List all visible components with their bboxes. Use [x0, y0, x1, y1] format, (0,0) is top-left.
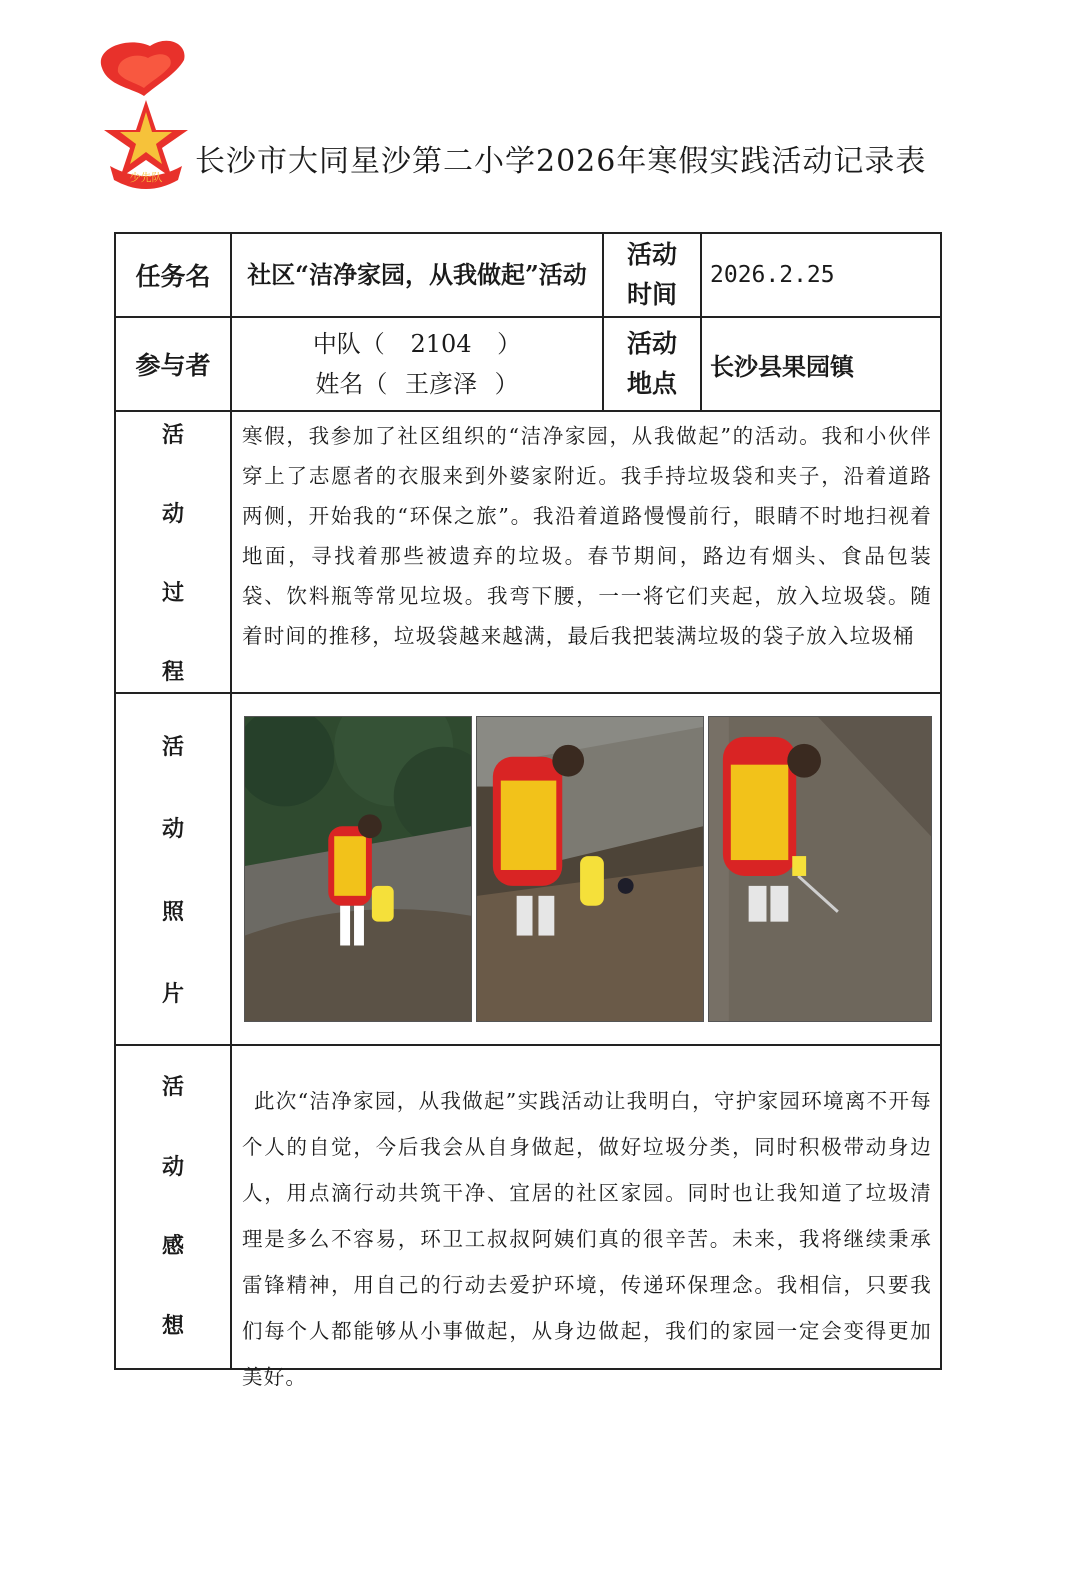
- activity-photo-2: [476, 716, 704, 1022]
- reflection-label-char-1: 活: [161, 1074, 184, 1100]
- reflection-label-char-3: 感: [161, 1233, 184, 1260]
- process-label-char-3: 过: [161, 580, 184, 606]
- time-value: 2026.2.25: [710, 262, 835, 288]
- process-label-char-2: 动: [161, 501, 184, 527]
- process-label-char-1: 活: [161, 422, 184, 448]
- process-label-char-4: 程: [161, 659, 184, 685]
- squad-label: 中队（: [312, 330, 385, 358]
- young-pioneers-emblem-icon: [88, 38, 204, 194]
- reflection-label-char-2: 动: [161, 1153, 184, 1180]
- squad-line: [313, 324, 521, 364]
- activity-photo-3: [708, 716, 932, 1022]
- name-value: 王彦泽: [405, 370, 477, 398]
- reflection-label-char-4: 想: [161, 1312, 184, 1339]
- place-label: 活动地点: [626, 329, 677, 398]
- activity-photo-1: [244, 716, 472, 1022]
- page-title: 长沙市大同星沙第二小学2026年寒假实践活动记录表: [195, 144, 927, 179]
- squad-close: ）: [497, 330, 522, 358]
- photos-label: [116, 730, 230, 1008]
- participant-label: 参与者: [135, 351, 211, 380]
- place-value: 长沙县果园镇: [710, 351, 854, 381]
- reflection-text: 此次“洁净家园，从我做起”实践活动让我明白，守护家园环境离不开每个人的自觉，今后我会从自身做起，做好垃圾分类，同时积极带动身边人，用点滴行动共筑干净、宜居的社区家园。同时也让我知道了垃圾清理是多么不容易，环卫工叔叔阿姨们真的很辛苦。未来，我将继续秉承雷锋精神，用自己的行动去爱护环境，传递环保理念。我相信，只要我们每个人都能够从小事做起，从身边做起，我们的家园一定会变得更加美好。: [242, 1089, 932, 1389]
- name-close: ）: [494, 370, 519, 398]
- time-label: 活动时间: [626, 240, 677, 309]
- photos-label-char-4: 片: [161, 980, 184, 1007]
- reflection-label: [116, 1070, 230, 1340]
- photos-label-char-3: 照: [161, 898, 184, 925]
- activity-record-table: [114, 232, 942, 1389]
- logo-text: 少先队: [129, 171, 163, 184]
- task-label: 任务名: [135, 262, 211, 291]
- process-text: 寒假，我参加了社区组织的“洁净家园，从我做起”的活动。我和小伙伴穿上了志愿者的衣服来到外婆家附近。我手持垃圾袋和夹子，沿着道路两侧，开始我的“环保之旅”。我沿着道路慢慢前行，眼睛不时地扫视着地面，寻找着那些被遗弃的垃圾。春节期间，路边有烟头、食品包装袋、饮料瓶等常见垃圾。我弯下腰，一一将它们夹起，放入垃圾袋。随着时间的推移，垃圾袋越来越满，最后我把装满垃圾的袋子放入垃圾桶: [242, 424, 932, 648]
- photos-label-char-2: 动: [161, 816, 184, 843]
- name-line: [315, 364, 518, 404]
- name-label: 姓名（: [315, 370, 388, 398]
- task-value: 社区“洁净家园，从我做起”活动: [247, 260, 587, 289]
- squad-value: 2104: [410, 330, 472, 358]
- process-label: [116, 418, 230, 686]
- photos-label-char-1: 活: [161, 734, 184, 760]
- participant-info: [232, 318, 602, 410]
